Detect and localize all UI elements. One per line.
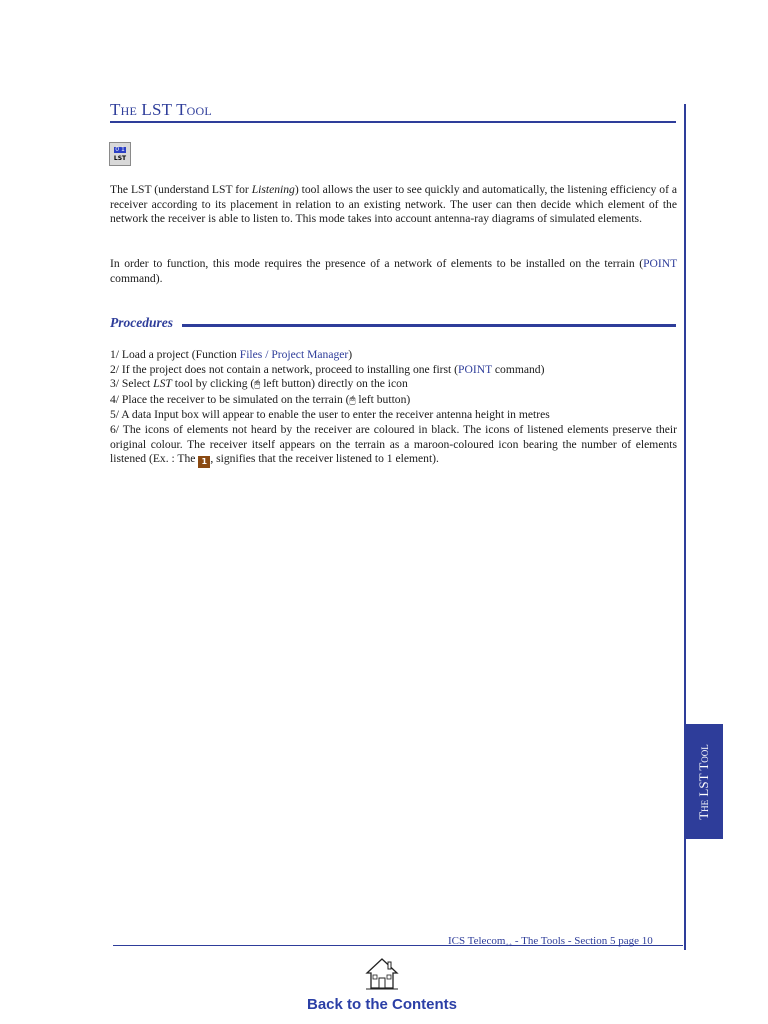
step-6 xyxy=(110,423,677,468)
point-command-link-2[interactable]: POINT xyxy=(458,362,492,376)
requirement-paragraph xyxy=(110,257,677,286)
step-3 xyxy=(110,377,677,393)
intro-listening-term: Listening xyxy=(251,183,295,196)
step-2-text: 2/ If the project does not contain a network, proceed to installing one first ( xyxy=(110,362,459,376)
lst-tool-icon xyxy=(109,142,131,166)
step-2-end: command) xyxy=(491,362,545,376)
step-2 xyxy=(110,363,677,378)
step-4 xyxy=(110,393,677,409)
side-tab-label: The LST Tool xyxy=(696,743,711,820)
step-6-end: , signifies that the receiver listened to 1 element). xyxy=(210,452,439,466)
footer-section: - The Tools - Section 5 page 10 xyxy=(512,935,653,947)
mouse-icon: 🖱 xyxy=(254,379,261,391)
requirement-text-b: command). xyxy=(110,271,163,285)
lst-tool-icon-label: LST xyxy=(113,155,127,162)
footer-product-sub: ++ xyxy=(505,943,513,949)
requirement-text-a: In order to function, this mode requires the presence of a network of elements to be installed on the terrain ( xyxy=(110,257,644,270)
step-6-text: 6/ The icons of elements not heard by the receiver are coloured in black. The icons of listened elements preserve their original colour. The receiver itself appears on the terrain as a maroon-coloured icon bearing the number of elements listened (Ex. : The xyxy=(110,422,677,466)
page-title: The LST Tool xyxy=(110,100,212,119)
section-side-tab xyxy=(685,724,723,839)
mouse-icon: 🖱 xyxy=(349,394,356,406)
home-icon[interactable] xyxy=(364,956,400,992)
step-1-end: ) xyxy=(348,348,353,361)
step-3-lst-term: LST xyxy=(153,377,172,391)
intro-text-a: The LST (understand LST for xyxy=(110,183,252,196)
point-command-link[interactable]: POINT xyxy=(643,257,677,270)
lst-tool-icon-screen: 0 1 xyxy=(115,146,125,153)
step-4-end: left button) xyxy=(355,392,411,406)
step-3-end: left button) directly on the icon xyxy=(260,377,408,391)
procedure-steps xyxy=(110,348,677,468)
procedures-heading: Procedures xyxy=(110,315,173,330)
title-divider xyxy=(110,121,676,123)
step-1-text: 1/ Load a project (Function xyxy=(110,348,240,361)
intro-paragraph xyxy=(110,183,677,227)
footer-product: ICS Telecom xyxy=(448,935,506,947)
receiver-count-icon: 1 xyxy=(198,456,210,468)
step-1 xyxy=(110,348,677,363)
intro-text-b: ) tool allows the user to see quickly and automatically, the listening efficiency of a receiver according to its placement in relation to an existing network. The user can then decide which element of the network the receiver is able to listen to. This mode takes into account antenna-ray diagrams of simulated elements. xyxy=(110,183,677,226)
back-to-contents-link[interactable]: Back to the Contents xyxy=(306,996,457,1013)
step-3-text: 3/ Select xyxy=(110,377,154,391)
step-5: 5/ A data Input box will appear to enable the user to enter the receiver antenna height in metres xyxy=(110,408,550,422)
procedures-divider xyxy=(182,324,676,327)
files-project-manager-link[interactable]: Files / Project Manager xyxy=(239,348,349,361)
step-4-text: 4/ Place the receiver to be simulated on the terrain ( xyxy=(110,392,350,406)
page-footer xyxy=(448,935,653,949)
step-3-mid: tool by clicking ( xyxy=(171,377,255,391)
